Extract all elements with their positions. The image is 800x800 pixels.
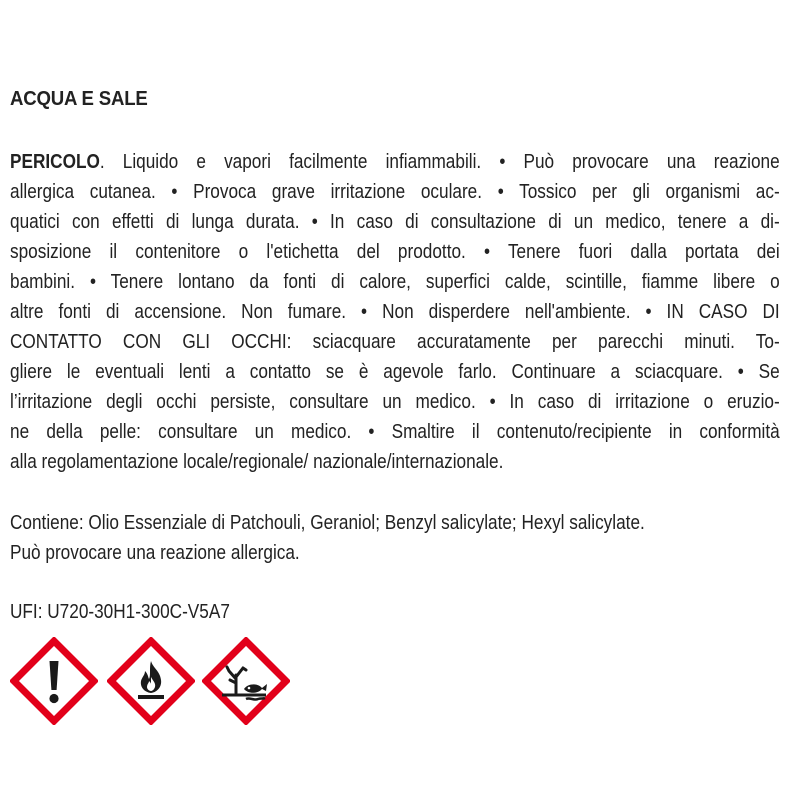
hazard-line: quatici con effetti di lunga durata. • In caso di consultazione di un medico, tenere a di- — [10, 211, 780, 233]
hazard-line: ne della pelle: consultare un medico. • Smaltire il contenuto/recipiente in conformità — [10, 421, 780, 443]
signal-word: PERICOLO — [10, 151, 100, 173]
hazard-statements — [10, 147, 780, 477]
product-title: ACQUA E SALE — [10, 88, 148, 110]
hazard-line: alla regolamentazione locale/regionale/ nazionale/internazionale. — [10, 451, 504, 473]
environment-icon — [202, 637, 290, 725]
hazard-line: sposizione il contenitore o l'etichetta del prodotto. • Tenere fuori dalla portata dei — [10, 241, 780, 263]
contains-statement — [10, 508, 780, 568]
contains-line: Può provocare una reazione allergica. — [10, 542, 300, 564]
ufi-code-block — [10, 597, 780, 627]
hazard-line: altre fonti di accensione. Non fumare. • Non disperdere nell'ambiente. • IN CASO DI — [10, 301, 780, 323]
ufi-code: UFI: U720-30H1-300C-V5A7 — [10, 601, 230, 623]
contains-line: Contiene: Olio Essenziale di Patchouli, Geraniol; Benzyl salicylate; Hexyl salicylate. — [10, 512, 645, 534]
hazard-line-text: . Liquido e vapori facilmente infiammabili. • Può provocare una reazione — [99, 151, 780, 173]
exclamation-mark-icon — [10, 637, 98, 725]
hazard-line: allergica cutanea. • Provoca grave irritazione oculare. • Tossico per gli organismi ac- — [10, 181, 780, 203]
hazard-line: bambini. • Tenere lontano da fonti di calore, superfici calde, scintille, fiamme libere o — [10, 271, 780, 293]
hazard-line: l’irritazione degli occhi persiste, consultare un medico. • In caso di irritazione o eruzio- — [10, 391, 780, 413]
hazard-line: CONTATTO CON GLI OCCHI: sciacquare accuratamente per parecchi minuti. To- — [10, 331, 780, 353]
hazard-line: gliere le eventuali lenti a contatto se è agevole farlo. Continuare a sciacquare. • Se — [10, 361, 780, 383]
hazard-line — [10, 147, 780, 177]
flame-icon — [107, 637, 195, 725]
